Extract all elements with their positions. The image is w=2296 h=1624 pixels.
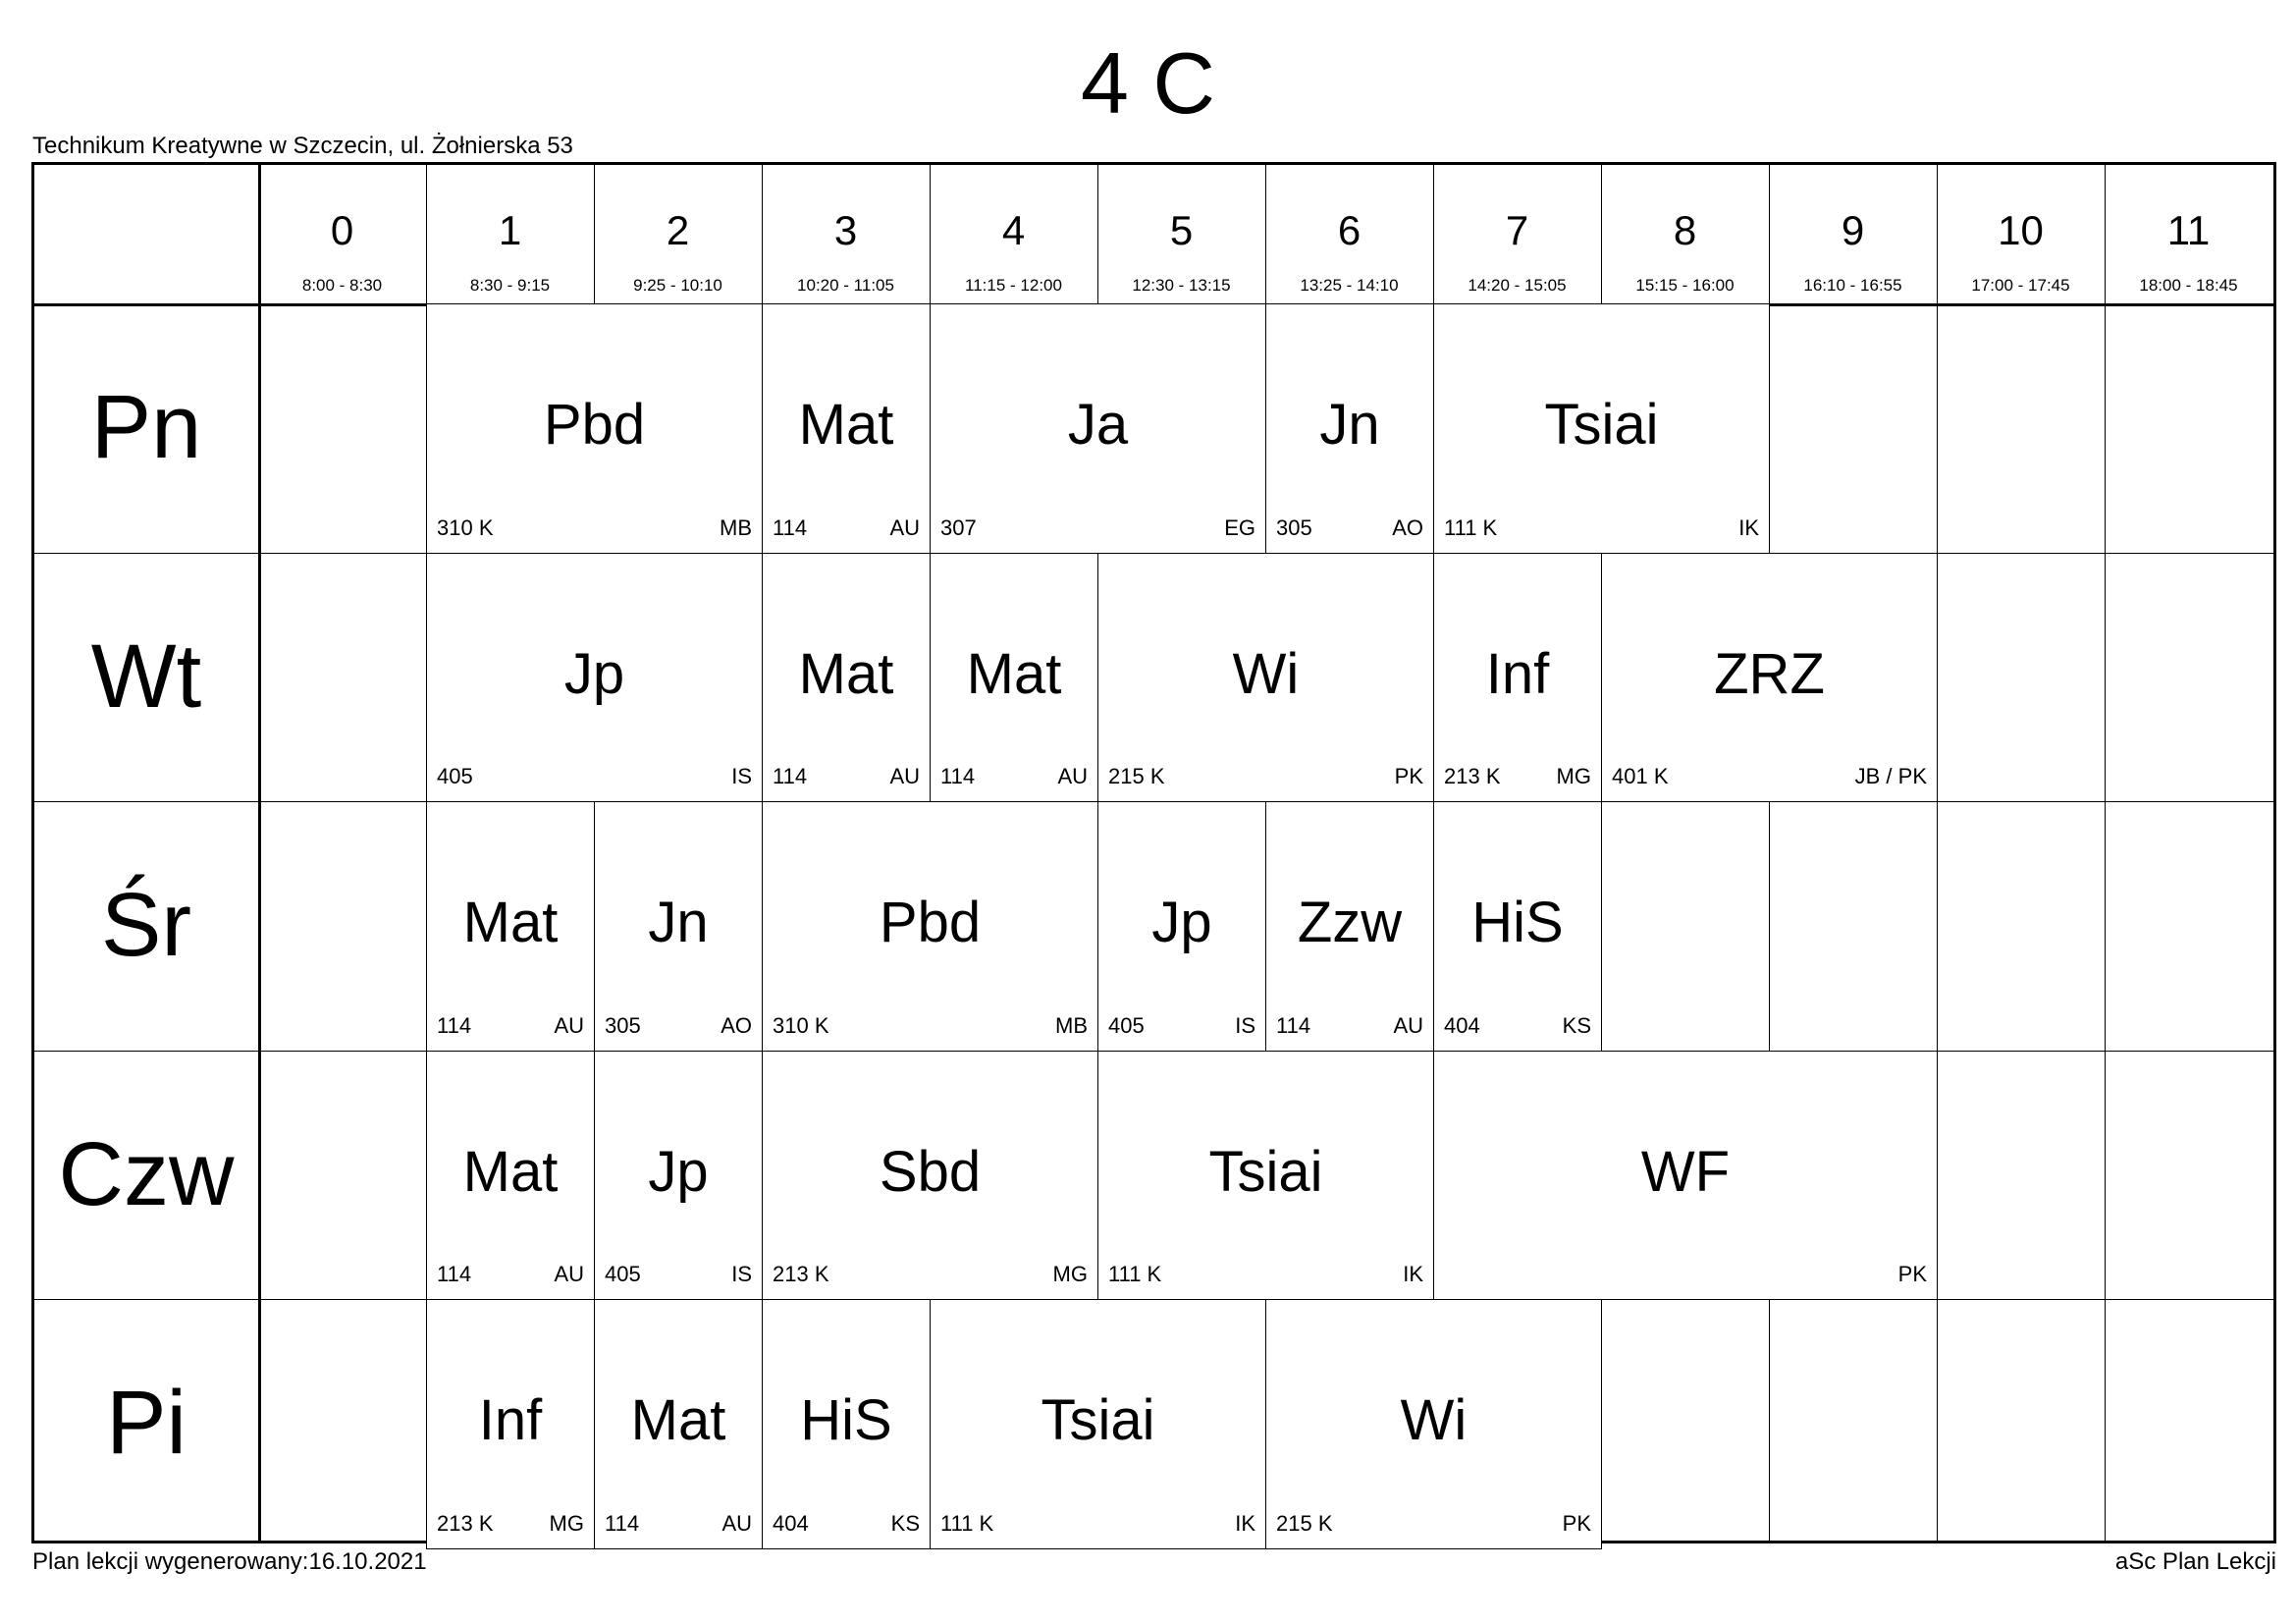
lesson-cell[interactable] xyxy=(1601,553,1938,803)
lesson-teacher: PK xyxy=(1394,764,1423,788)
period-time: 14:20 - 15:05 xyxy=(1468,276,1567,295)
lesson-subject: HiS xyxy=(1471,891,1564,954)
lesson-room: 305 xyxy=(1276,514,1312,540)
lesson-room: 111 K xyxy=(940,1510,994,1536)
lesson-subject: Wi xyxy=(1232,641,1300,706)
lesson-teacher: AU xyxy=(1057,764,1088,788)
lesson-cell[interactable] xyxy=(1433,1051,1938,1301)
period-time: 11:15 - 12:00 xyxy=(965,276,1062,295)
day-name: Pn xyxy=(90,377,202,477)
period-time: 17:00 - 17:45 xyxy=(1971,276,2070,295)
lesson-teacher: IS xyxy=(731,764,752,788)
timetable-title: 4 C xyxy=(1081,34,1215,132)
lesson-cell[interactable] xyxy=(1433,801,1602,1052)
period-number: 9 xyxy=(1841,207,1865,253)
lesson-room: 310 K xyxy=(437,514,494,540)
lesson-teacher: AU xyxy=(889,514,920,540)
lesson-cell[interactable] xyxy=(1097,801,1266,1052)
lesson-subject: Tsiai xyxy=(1208,1139,1323,1204)
lesson-room: 405 xyxy=(605,1262,641,1286)
lesson-subject: Pbd xyxy=(879,891,982,954)
period-header xyxy=(258,165,426,303)
lesson-subject: Mat xyxy=(966,641,1062,706)
period-number: 4 xyxy=(1001,207,1026,253)
lesson-subject: Inf xyxy=(478,1388,543,1452)
lesson-subject: Jn xyxy=(648,891,709,954)
software-credit: aSc Plan Lekcji xyxy=(2114,1548,2276,1575)
lesson-cell[interactable] xyxy=(426,1051,595,1301)
lesson-cell[interactable] xyxy=(762,1299,931,1549)
period-time: 10:20 - 11:05 xyxy=(797,276,894,295)
timetable-grid xyxy=(31,162,2276,1543)
lesson-teacher: IK xyxy=(1403,1262,1423,1286)
lesson-teacher: AO xyxy=(721,1012,752,1038)
lesson-subject: Jn xyxy=(1319,393,1380,457)
lesson-room: 114 xyxy=(1276,1012,1311,1038)
lesson-room: 114 xyxy=(437,1012,472,1038)
period-time: 16:10 - 16:55 xyxy=(1803,276,1902,295)
period-time: 8:30 - 9:15 xyxy=(469,276,551,295)
lesson-cell[interactable] xyxy=(1265,801,1434,1052)
period-header xyxy=(1601,165,1769,303)
lesson-room: 114 xyxy=(940,764,976,788)
generated-date: Plan lekcji wygenerowany:16.10.2021 xyxy=(32,1548,427,1575)
lesson-teacher: AU xyxy=(554,1262,584,1286)
period-header xyxy=(1097,165,1265,303)
period-number: 3 xyxy=(833,207,858,253)
lesson-room: 215 K xyxy=(1276,1510,1333,1536)
lesson-room: 215 K xyxy=(1108,764,1165,788)
lesson-cell[interactable] xyxy=(426,553,763,803)
lesson-teacher: PK xyxy=(1562,1510,1591,1536)
period-header xyxy=(1937,165,2105,303)
lesson-cell[interactable] xyxy=(1433,303,1770,554)
school-name: Technikum Kreatywne w Szczecin, ul. Żołnierska 53 xyxy=(32,133,573,159)
lesson-cell[interactable] xyxy=(762,801,1098,1052)
period-header xyxy=(930,165,1097,303)
lesson-room: 213 K xyxy=(437,1510,494,1536)
lesson-cell[interactable] xyxy=(594,1051,763,1301)
period-number: 6 xyxy=(1337,207,1362,253)
lesson-room: 405 xyxy=(1108,1012,1145,1038)
lesson-cell[interactable] xyxy=(594,1299,763,1549)
period-number: 2 xyxy=(666,207,690,253)
lesson-room: 404 xyxy=(1444,1012,1480,1038)
lesson-cell[interactable] xyxy=(1265,303,1434,554)
lesson-cell[interactable] xyxy=(930,303,1266,554)
lesson-room: 307 xyxy=(940,514,977,540)
lesson-subject: Sbd xyxy=(879,1139,982,1204)
period-number: 0 xyxy=(330,207,354,253)
lesson-teacher: MB xyxy=(720,514,752,540)
period-time: 8:00 - 8:30 xyxy=(301,276,383,295)
lesson-room: 114 xyxy=(605,1510,640,1536)
period-header xyxy=(1265,165,1433,303)
lesson-teacher: IS xyxy=(731,1262,752,1286)
lesson-room: 114 xyxy=(773,764,808,788)
lesson-cell[interactable] xyxy=(594,801,763,1052)
lesson-room: 401 K xyxy=(1612,764,1669,788)
lesson-room: 111 K xyxy=(1108,1262,1162,1286)
period-number: 5 xyxy=(1169,207,1194,253)
day-name: Śr xyxy=(101,875,191,975)
lesson-subject: Tsiai xyxy=(1544,393,1659,457)
lesson-room: 213 K xyxy=(1444,764,1501,788)
grid-line xyxy=(1937,165,1938,1541)
lesson-subject: ZRZ xyxy=(1714,641,1825,706)
lesson-subject: Inf xyxy=(1485,641,1550,706)
lesson-room: 310 K xyxy=(773,1012,829,1038)
period-time: 9:25 - 10:10 xyxy=(633,276,722,295)
lesson-cell[interactable] xyxy=(762,1051,1098,1301)
lesson-subject: Pbd xyxy=(543,393,646,457)
lesson-subject: Mat xyxy=(462,1139,559,1204)
lesson-subject: Jp xyxy=(563,641,625,706)
period-header xyxy=(2105,165,2272,303)
period-header xyxy=(1769,165,1937,303)
lesson-cell[interactable] xyxy=(762,553,931,803)
lesson-room: 305 xyxy=(605,1012,641,1038)
lesson-cell[interactable] xyxy=(1433,553,1602,803)
lesson-teacher: AU xyxy=(721,1510,752,1536)
day-name: Czw xyxy=(58,1123,235,1224)
day-name: Wt xyxy=(90,625,202,727)
lesson-room: 405 xyxy=(437,764,473,788)
lesson-cell[interactable] xyxy=(426,801,595,1052)
lesson-teacher: AU xyxy=(554,1012,584,1038)
lesson-subject: Tsiai xyxy=(1041,1388,1155,1452)
lesson-teacher: MG xyxy=(1052,1262,1088,1286)
lesson-teacher: EG xyxy=(1224,514,1255,540)
lesson-teacher: KS xyxy=(890,1510,920,1536)
lesson-subject: Mat xyxy=(462,891,559,954)
lesson-room: 111 K xyxy=(1444,514,1498,540)
period-header xyxy=(594,165,762,303)
period-number: 7 xyxy=(1505,207,1529,253)
lesson-cell[interactable] xyxy=(426,303,763,554)
lesson-teacher: MG xyxy=(549,1510,584,1536)
lesson-cell[interactable] xyxy=(1097,553,1434,803)
lesson-teacher: AO xyxy=(1392,514,1423,540)
period-time: 18:00 - 18:45 xyxy=(2139,276,2238,295)
lesson-room: 114 xyxy=(437,1262,472,1286)
lesson-room: 114 xyxy=(773,514,808,540)
lesson-subject: HiS xyxy=(800,1388,892,1452)
period-number: 1 xyxy=(498,207,522,253)
lesson-cell[interactable] xyxy=(930,1299,1266,1549)
lesson-teacher: AU xyxy=(889,764,920,788)
period-header xyxy=(762,165,930,303)
period-header xyxy=(426,165,594,303)
grid-line xyxy=(258,165,261,1541)
period-number: 11 xyxy=(2166,207,2211,253)
lesson-teacher: PK xyxy=(1897,1262,1927,1286)
lesson-teacher: IK xyxy=(1738,514,1759,540)
grid-line xyxy=(2105,165,2106,1541)
lesson-cell[interactable] xyxy=(1265,1299,1602,1549)
lesson-subject: Mat xyxy=(630,1388,726,1452)
lesson-room: 404 xyxy=(773,1510,809,1536)
lesson-subject: Jp xyxy=(648,1139,709,1204)
day-name: Pi xyxy=(106,1373,187,1473)
lesson-cell[interactable] xyxy=(930,553,1098,803)
lesson-cell[interactable] xyxy=(426,1299,595,1549)
lesson-teacher: JB / PK xyxy=(1854,764,1927,788)
period-time: 15:15 - 16:00 xyxy=(1635,276,1735,295)
lesson-subject: Mat xyxy=(798,641,894,706)
lesson-room: 213 K xyxy=(773,1262,829,1286)
lesson-cell[interactable] xyxy=(762,303,931,554)
lesson-cell[interactable] xyxy=(1097,1051,1434,1301)
lesson-subject: Jp xyxy=(1151,891,1212,954)
lesson-subject: Ja xyxy=(1067,393,1129,457)
lesson-teacher: IK xyxy=(1235,1510,1255,1536)
period-number: 10 xyxy=(1998,207,2044,253)
lesson-subject: Wi xyxy=(1400,1388,1468,1452)
lesson-subject: WF xyxy=(1640,1139,1731,1204)
lesson-teacher: MG xyxy=(1556,764,1591,788)
lesson-subject: Mat xyxy=(798,393,894,457)
period-time: 13:25 - 14:10 xyxy=(1300,276,1399,295)
lesson-teacher: AU xyxy=(1393,1012,1423,1038)
lesson-subject: Zzw xyxy=(1297,891,1403,954)
lesson-teacher: IS xyxy=(1235,1012,1255,1038)
lesson-teacher: MB xyxy=(1055,1012,1088,1038)
lesson-teacher: KS xyxy=(1562,1012,1591,1038)
period-number: 8 xyxy=(1673,207,1697,253)
period-time: 12:30 - 13:15 xyxy=(1132,276,1231,295)
period-header xyxy=(1433,165,1601,303)
